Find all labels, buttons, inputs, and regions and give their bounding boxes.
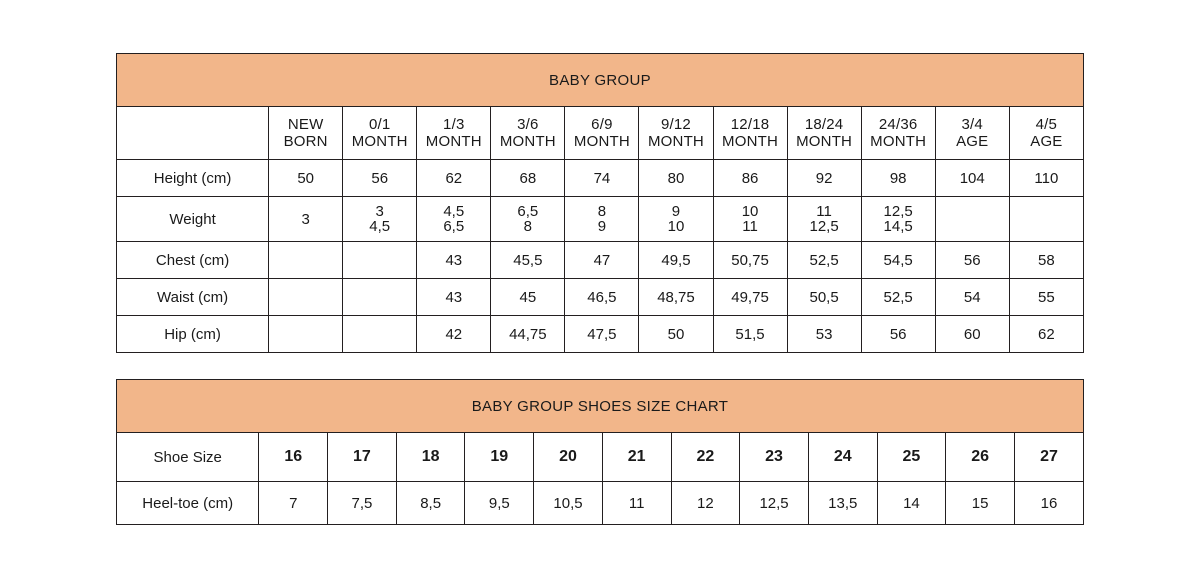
header-line-1: 6/9 <box>591 116 613 133</box>
weight-bottom: 8 <box>523 218 533 235</box>
header-line-2: MONTH <box>870 133 927 150</box>
cell-weight-0-1-month <box>343 197 417 242</box>
cell-heel-toe-5: 10,5 <box>534 482 603 525</box>
table-row <box>117 279 1084 316</box>
cell-waist-3-4-age: 54 <box>935 279 1009 316</box>
cell-heel-toe-3: 8,5 <box>396 482 465 525</box>
cell-hip-9-12-month: 50 <box>639 316 713 353</box>
row-label-chest: Chest (cm) <box>117 242 269 279</box>
table-row <box>117 160 1084 197</box>
header-line-1: NEW <box>287 116 324 133</box>
cell-waist-6-9-month: 46,5 <box>565 279 639 316</box>
cell-hip-3-6-month: 44,75 <box>491 316 565 353</box>
cell-hip-0-1-month <box>343 316 417 353</box>
cell-shoe-size-5: 20 <box>534 433 603 482</box>
cell-heel-toe-9: 13,5 <box>808 482 877 525</box>
weight-bottom: 10 <box>667 218 685 235</box>
cell-shoe-size-6: 21 <box>602 433 671 482</box>
cell-waist-3-6-month: 45 <box>491 279 565 316</box>
cell-height-24-36-month: 98 <box>861 160 935 197</box>
shoes-title: BABY GROUP SHOES SIZE CHART <box>117 380 1084 433</box>
cell-heel-toe-6: 11 <box>602 482 671 525</box>
weight-bottom: 11 <box>742 218 758 235</box>
cell-height-9-12-month: 80 <box>639 160 713 197</box>
cell-weight-4-5-age <box>1009 197 1083 242</box>
cell-chest-4-5-age: 58 <box>1009 242 1083 279</box>
weight-bottom: 4,5 <box>369 218 391 235</box>
shoes-table-container <box>116 379 1084 525</box>
header-line-1: 9/12 <box>660 116 691 133</box>
cell-weight-9-12-month <box>639 197 713 242</box>
header-col-0-1-month <box>343 107 417 160</box>
cell-weight-1-3-month <box>417 197 491 242</box>
weight-top: 11 <box>816 203 832 220</box>
header-line-2: AGE <box>956 133 989 150</box>
row-label-hip: Hip (cm) <box>117 316 269 353</box>
cell-chest-3-6-month: 45,5 <box>491 242 565 279</box>
header-col-24-36-month <box>861 107 935 160</box>
header-line-2: MONTH <box>351 133 408 150</box>
table-row <box>117 242 1084 279</box>
cell-heel-toe-10: 14 <box>877 482 946 525</box>
cell-shoe-size-2: 17 <box>328 433 397 482</box>
shoes-title-row <box>117 380 1084 433</box>
cell-waist-4-5-age: 55 <box>1009 279 1083 316</box>
weight-bottom: 12,5 <box>809 218 839 235</box>
cell-shoe-size-10: 25 <box>877 433 946 482</box>
cell-shoe-size-7: 22 <box>671 433 740 482</box>
cell-height-1-3-month: 62 <box>417 160 491 197</box>
cell-hip-3-4-age: 60 <box>935 316 1009 353</box>
row-label-waist: Waist (cm) <box>117 279 269 316</box>
cell-shoe-size-9: 24 <box>808 433 877 482</box>
cell-heel-toe-1: 7 <box>259 482 328 525</box>
header-corner-blank <box>117 107 269 160</box>
header-line-2: MONTH <box>425 133 482 150</box>
weight-top: 10 <box>741 203 759 220</box>
row-label-heel-toe: Heel-toe (cm) <box>117 482 259 525</box>
cell-weight-18-24-month <box>787 197 861 242</box>
header-line-1: 1/3 <box>443 116 465 133</box>
cell-chest-9-12-month: 49,5 <box>639 242 713 279</box>
cell-waist-18-24-month: 50,5 <box>787 279 861 316</box>
cell-height-0-1-month: 56 <box>343 160 417 197</box>
weight-bottom: 9 <box>597 218 607 235</box>
cell-hip-24-36-month: 56 <box>861 316 935 353</box>
cell-waist-9-12-month: 48,75 <box>639 279 713 316</box>
header-line-1: 12/18 <box>730 116 770 133</box>
cell-shoe-size-3: 18 <box>396 433 465 482</box>
cell-shoe-size-11: 26 <box>946 433 1015 482</box>
cell-shoe-size-4: 19 <box>465 433 534 482</box>
cell-waist-12-18-month: 49,75 <box>713 279 787 316</box>
weight-top: 4,5 <box>443 203 465 220</box>
row-label-height: Height (cm) <box>117 160 269 197</box>
cell-chest-12-18-month: 50,75 <box>713 242 787 279</box>
cell-shoe-size-12: 27 <box>1014 433 1083 482</box>
table-row <box>117 433 1084 482</box>
header-line-1: 3/4 <box>961 116 983 133</box>
table-row <box>117 197 1084 242</box>
cell-waist-0-1-month <box>343 279 417 316</box>
header-col-3-6-month <box>491 107 565 160</box>
header-col-4-5-age <box>1009 107 1083 160</box>
header-line-2: MONTH <box>722 133 779 150</box>
cell-hip-4-5-age: 62 <box>1009 316 1083 353</box>
baby-group-title: BABY GROUP <box>117 54 1084 107</box>
header-line-1: 24/36 <box>878 116 918 133</box>
cell-chest-6-9-month: 47 <box>565 242 639 279</box>
cell-weight-3-4-age <box>935 197 1009 242</box>
header-line-1: 4/5 <box>1035 116 1058 133</box>
header-col-new-born <box>269 107 343 160</box>
cell-height-3-6-month: 68 <box>491 160 565 197</box>
cell-waist-1-3-month: 43 <box>417 279 491 316</box>
cell-waist-new-born <box>269 279 343 316</box>
cell-weight-12-18-month <box>713 197 787 242</box>
cell-heel-toe-7: 12 <box>671 482 740 525</box>
weight-top: 3 <box>301 210 310 228</box>
header-line-2: BORN <box>283 133 328 150</box>
header-line-2: MONTH <box>499 133 556 150</box>
cell-weight-6-9-month <box>565 197 639 242</box>
baby-group-table-container <box>116 53 1084 353</box>
cell-hip-12-18-month: 51,5 <box>713 316 787 353</box>
cell-heel-toe-11: 15 <box>946 482 1015 525</box>
cell-chest-24-36-month: 54,5 <box>861 242 935 279</box>
weight-top: 9 <box>671 203 681 220</box>
cell-weight-24-36-month <box>861 197 935 242</box>
header-col-1-3-month <box>417 107 491 160</box>
cell-waist-24-36-month: 52,5 <box>861 279 935 316</box>
header-col-6-9-month <box>565 107 639 160</box>
header-line-2: MONTH <box>573 133 630 150</box>
shoes-size-table <box>116 379 1084 525</box>
cell-hip-6-9-month: 47,5 <box>565 316 639 353</box>
header-line-2: AGE <box>1030 133 1063 150</box>
cell-heel-toe-8: 12,5 <box>740 482 809 525</box>
cell-height-6-9-month: 74 <box>565 160 639 197</box>
cell-hip-new-born <box>269 316 343 353</box>
cell-chest-1-3-month: 43 <box>417 242 491 279</box>
cell-weight-new-born <box>269 197 343 242</box>
header-line-2: MONTH <box>796 133 853 150</box>
header-col-12-18-month <box>713 107 787 160</box>
table-row <box>117 482 1084 525</box>
cell-hip-18-24-month: 53 <box>787 316 861 353</box>
header-line-2: MONTH <box>647 133 704 150</box>
cell-hip-1-3-month: 42 <box>417 316 491 353</box>
cell-shoe-size-8: 23 <box>740 433 809 482</box>
table-row <box>117 316 1084 353</box>
header-line-1: 3/6 <box>517 116 539 133</box>
cell-shoe-size-1: 16 <box>259 433 328 482</box>
header-col-18-24-month <box>787 107 861 160</box>
cell-height-new-born: 50 <box>269 160 343 197</box>
weight-top: 3 <box>375 203 384 220</box>
weight-bottom: 6,5 <box>443 218 465 235</box>
weight-top: 12,5 <box>883 203 913 220</box>
cell-weight-3-6-month <box>491 197 565 242</box>
weight-top: 8 <box>597 203 607 220</box>
cell-height-18-24-month: 92 <box>787 160 861 197</box>
cell-height-4-5-age: 110 <box>1009 160 1083 197</box>
cell-heel-toe-12: 16 <box>1014 482 1083 525</box>
cell-chest-0-1-month <box>343 242 417 279</box>
header-col-9-12-month <box>639 107 713 160</box>
cell-height-12-18-month: 86 <box>713 160 787 197</box>
header-line-1: 0/1 <box>368 116 391 133</box>
cell-heel-toe-2: 7,5 <box>328 482 397 525</box>
row-label-shoe-size: Shoe Size <box>117 433 259 482</box>
cell-heel-toe-4: 9,5 <box>465 482 534 525</box>
weight-top: 6,5 <box>517 203 539 220</box>
cell-chest-new-born <box>269 242 343 279</box>
header-col-3-4-age <box>935 107 1009 160</box>
baby-group-table <box>116 53 1084 353</box>
baby-group-header-row <box>117 107 1084 160</box>
cell-chest-18-24-month: 52,5 <box>787 242 861 279</box>
weight-bottom: 14,5 <box>883 218 913 235</box>
baby-group-title-row <box>117 54 1084 107</box>
row-label-weight: Weight <box>117 197 269 242</box>
cell-height-3-4-age: 104 <box>935 160 1009 197</box>
cell-chest-3-4-age: 56 <box>935 242 1009 279</box>
header-line-1: 18/24 <box>804 116 844 133</box>
